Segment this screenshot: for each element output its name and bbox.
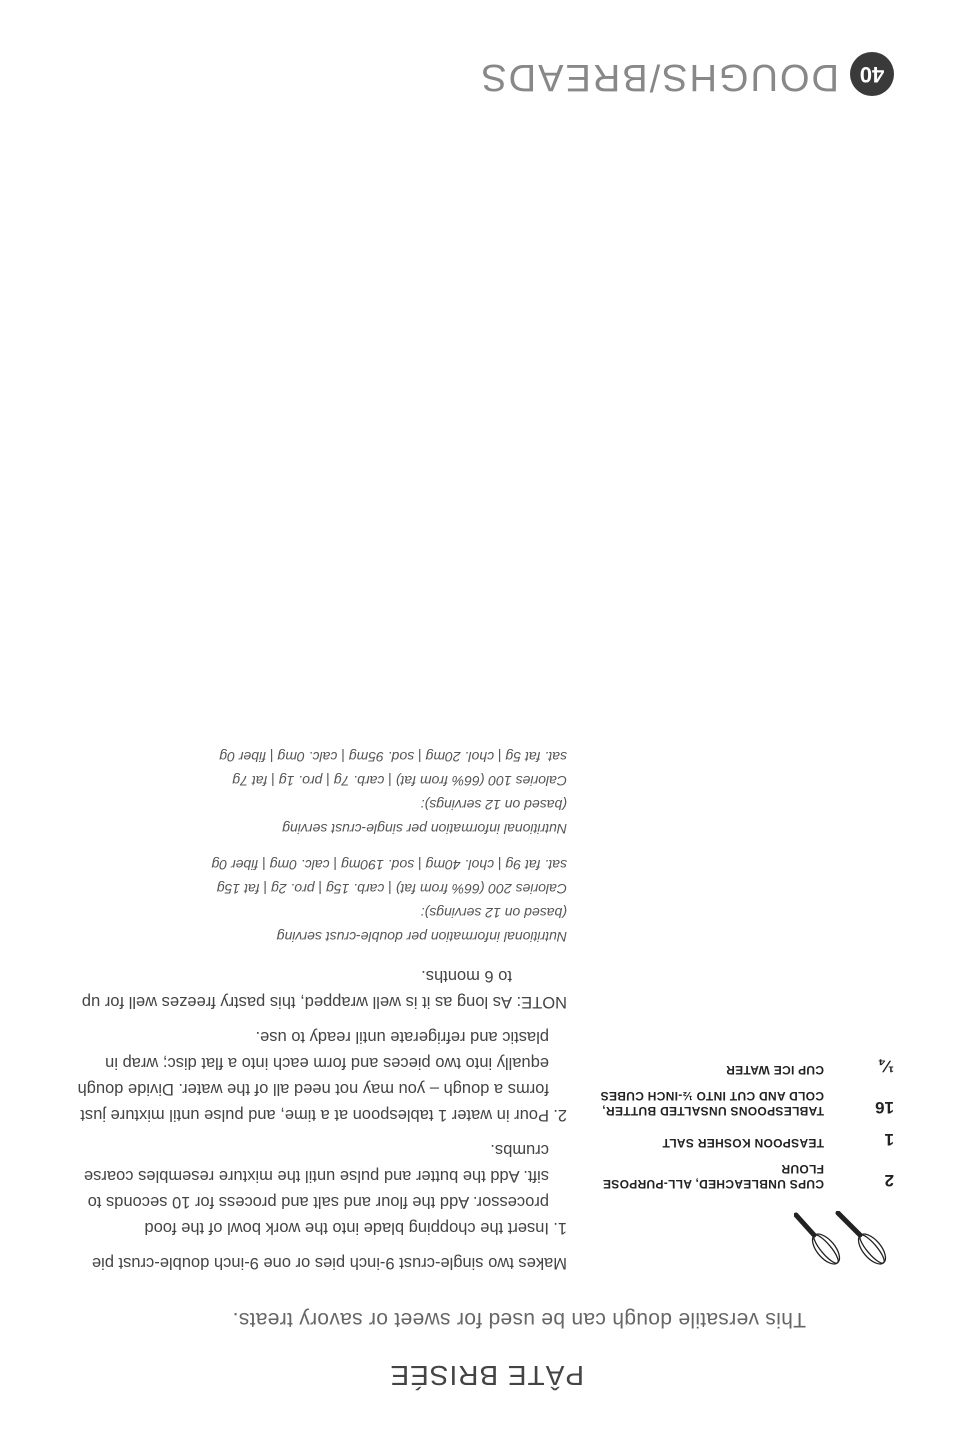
whisk-icon xyxy=(794,1211,894,1271)
recipe-intro: This versatile dough can be used for sweet or savory treats. xyxy=(232,1308,806,1331)
nutrition-line: sat. fat 9g | chol. 40mg | sod. 190mg | calc. 0mg | fiber 0g xyxy=(211,857,567,873)
nutrition-block xyxy=(77,745,567,841)
nutrition-line: Calories 100 (66% from fat) | carb. 7g | pro. 1g | fat 7g xyxy=(232,773,567,789)
step-number: 1. xyxy=(553,1219,567,1237)
nutrition-line: Calories 200 (66% from fat) | carb. 15g | pro. 2g | fat 15g xyxy=(216,881,567,897)
ingredient-name: TABLESPOONS UNSALTED BUTTER, COLD AND CUT INTO ½-INCH CUBES xyxy=(600,1089,824,1118)
nutrition-info xyxy=(77,745,567,949)
recipe-step xyxy=(77,1137,567,1241)
step-number: 2. xyxy=(553,1106,567,1124)
nutrition-heading: Nutritional information per double-crust serving xyxy=(276,929,567,945)
recipe-step xyxy=(77,1024,567,1128)
ingredient-name: TEASPOON KOSHER SALT xyxy=(662,1136,824,1150)
nutrition-basis: (based on 12 servings): xyxy=(420,797,567,813)
ingredient-item xyxy=(594,1161,894,1191)
section-title: DOUGHS/BREADS xyxy=(479,56,839,98)
ingredient-qty: ¼ xyxy=(879,1057,894,1076)
recipe-title: PÂTE BRISÉE xyxy=(389,1360,584,1391)
note-label: NOTE: xyxy=(516,993,567,1011)
recipe-yield: Makes two single-crust 9-inch pies or one 9-inch double-crust pie xyxy=(91,1254,567,1272)
ingredient-qty: 16 xyxy=(875,1098,894,1117)
ingredient-item xyxy=(594,1129,894,1150)
nutrition-line: sat. fat 5g | chol. 20mg | sod. 95mg | calc. 0mg | fiber 0g xyxy=(219,749,567,765)
step-text: Insert the chopping blade into the work bowl of the food processor. Add the flour and salt and process for 10 seconds to sift. Add the butter and pulse until the mixture resembles coarse crumbs. xyxy=(84,1141,549,1237)
page-number-badge: 40 xyxy=(850,52,894,96)
recipe-body xyxy=(77,733,567,1276)
nutrition-basis: (based on 12 servings): xyxy=(420,905,567,921)
nutrition-heading: Nutritional information per single-crust serving xyxy=(282,821,567,837)
ingredient-qty: 1 xyxy=(884,1130,894,1149)
nutrition-block xyxy=(77,853,567,949)
recipe-note xyxy=(77,963,567,1015)
ingredient-name: CUP ICE WATER xyxy=(725,1063,824,1077)
ingredients-list xyxy=(594,1045,894,1191)
note-text: As long as it is well wrapped, this pastry freezes well for up to 6 months. xyxy=(81,967,512,1011)
ingredient-name: CUPS UNBLEACHED, ALL-PURPOSE FLOUR xyxy=(602,1162,824,1191)
ingredient-qty: 2 xyxy=(884,1171,894,1190)
step-text: Pour in water 1 tablespoon at a time, and pulse until mixture just forms a dough – you may not need all of the water. Divide dough equally into two pieces and form each into a flat disc; wrap in plastic and refrigerate until ready to use. xyxy=(77,1028,549,1124)
ingredient-item xyxy=(594,1088,894,1118)
ingredient-item xyxy=(594,1056,894,1077)
